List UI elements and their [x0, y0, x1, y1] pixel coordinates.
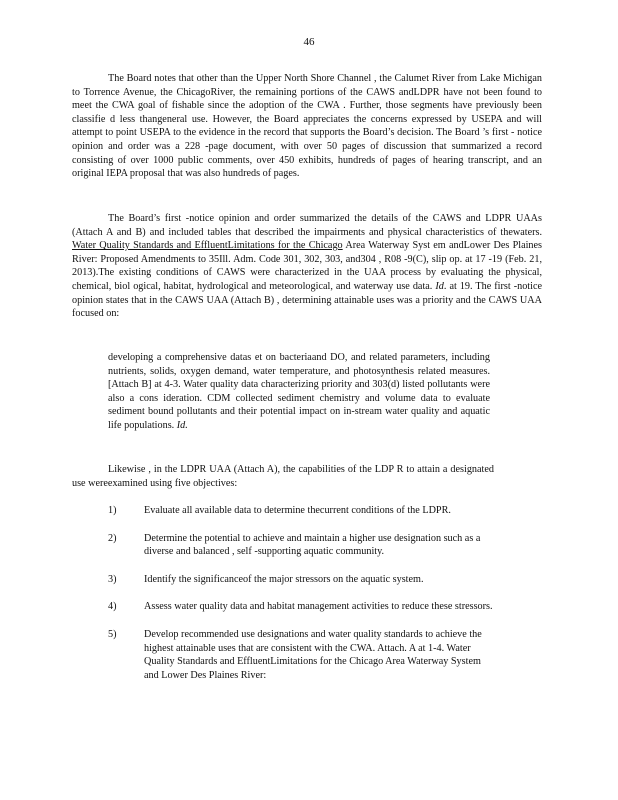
list-item-number: 2): [108, 532, 117, 544]
list-item-text: Identify the significanceof the major stressors on the aquatic system.: [144, 573, 424, 585]
list-item-number: 3): [108, 573, 117, 585]
list-item-number: 1): [108, 505, 117, 516]
list-item: [108, 532, 498, 559]
list-item: [108, 573, 498, 587]
list-item: [108, 504, 498, 518]
block-quote-text: developing a comprehensive datas et on bacteriaand DO, and related parameters, including nutrients, solids, oxygen demand, water temperature, and photosynthesis related measures. [Attach B] at 4-3. Water quality data characterizing priority and 303(d) listed pollutants were also a cons ideration. CDM collected sediment chemistry and volume data to evaluate sediment bound pollutants and their potential impact on in-stream water quality and aquatic life populations.: [108, 352, 490, 431]
list-item-text: Determine the potential to achieve and maintain a higher use designation such as a diverse and balanced , self -supporting aquatic community.: [144, 532, 481, 558]
paragraph-2-part-2: Area Waterway Syst em andLower Des Plaines River: Proposed Amendments to 35Ill. Adm. Code 301, 302, 303, and304 , R08 -9(C), slip op. at 17 -19 (Feb. 21, 2013).The existing conditions of CAWS were characterized in the UAA process by evaluating the physical, chemical, biol ogical, habitat, hydrological and meteorological, and waterway use data.: [72, 240, 543, 292]
list-item-number: 4): [108, 601, 117, 613]
paragraph-3: Likewise , in the LDPR UAA (Attach A), the capabilities of the LDP R to attain a designated use wereexamined using five objectives:: [72, 464, 494, 489]
paragraph-2-part-3: . at 19. The first -notice opinion states that in the CAWS UAA (Attach B) , determining attainable uses was a priority and the CAWS UAA focused on:: [72, 280, 542, 320]
block-quote: [108, 351, 490, 433]
list-item-text: Develop recommended use designations and water quality standards to achieve the highest attainable uses that are consistent with the CWA. Attach. A at 1-4. Water Quality Standards and EffluentLimitations for the Chicago Area Waterway System and Lower Des Plaines River:: [144, 628, 482, 681]
paragraph-2: [72, 212, 542, 321]
list-item-text: Assess water quality data and habitat management activities to reduce these stressors.: [144, 601, 493, 613]
id-citation: Id: [435, 280, 444, 292]
list-item-text: Evaluate all available data to determine thecurrent conditions of the LDPR.: [144, 505, 451, 516]
paragraph-2-part-1: The Board’s first -notice opinion and order summarized the details of the CAWS and LDPR UAAs (Attach A and B) and included tables that described the impairments and physical characteristics of thewaters.: [72, 213, 542, 238]
page-number: 46: [303, 36, 315, 48]
objectives-list: [108, 504, 498, 696]
list-item-number: 5): [108, 628, 117, 640]
list-item: [108, 600, 498, 614]
block-quote-id: Id.: [176, 419, 188, 431]
list-item: [108, 628, 498, 682]
paragraph-1: The Board notes that other than the Upper North Shore Channel , the Calumet River from Lake Michigan to Torrence Avenue, the ChicagoRiver, the remaining portions of the CAWS andLDPR have not been found to meet the CWA goal of fishable since the adoption of the CWA . Further, those segments have previously been classifie d less thangeneral use. However, the Board appreciates the concerns expressed by USEPA and will attempt to point USEPA to the evidence in the record that supports the Board’s decision. The Board ’s first - notice opinion and order was a 228 -page document, with over 50 pages of discussion that summarized a record consisting of over 1000 public comments, over 450 exhibits, hundreds of pages of hearing transcript, and an original IEPA proposal that was also hundreds of pages.: [72, 73, 542, 180]
citation-underlined: Water Quality Standards and EffluentLimitations for the Chicago: [72, 240, 343, 252]
